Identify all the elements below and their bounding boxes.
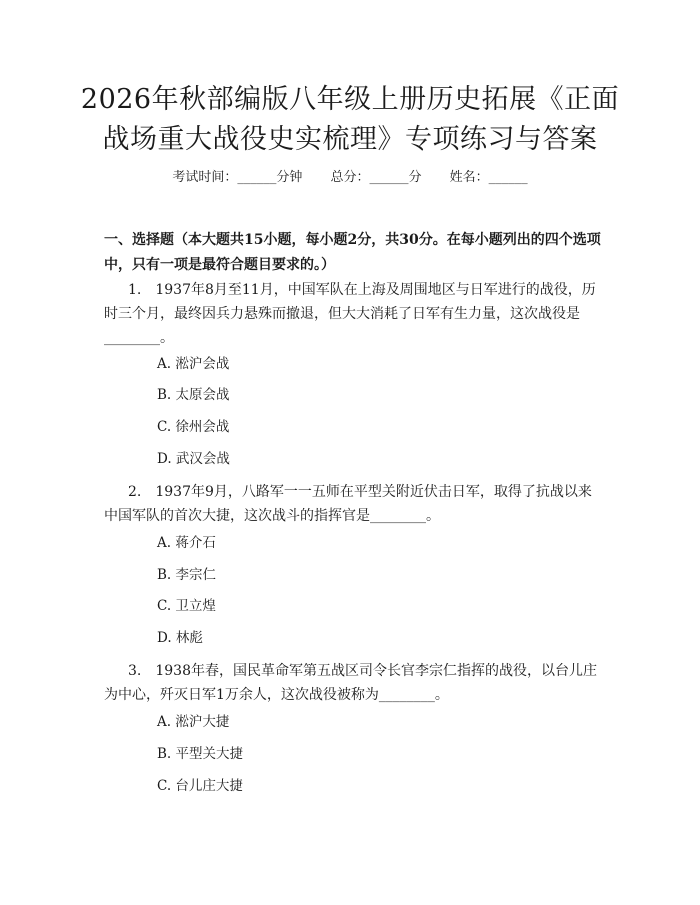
question-option: D. 武汉会战 [157,451,230,467]
question-option: C. 徐州会战 [157,419,230,435]
question-option: B. 李宗仁 [157,567,217,583]
question-option: A. 淞沪会战 [157,356,230,372]
question-option: A. 淞沪大捷 [157,714,230,730]
question-stem: 2. 1937年9月，八路军一一五师在平型关附近伏击日军，取得了抗战以来中国军队的首次大捷，这次战斗的指挥官是________。 [104,484,592,524]
student-name-field: 姓名：______ [449,170,528,185]
question-option: C. 台儿庄大捷 [157,778,243,794]
question-option: A. 蒋介石 [157,535,216,551]
title-line-1: 2026年秋部编版八年级上册历史拓展《正面 [80,84,620,115]
question-option: C. 卫立煌 [157,598,216,614]
total-score-field: 总分：______分 [330,170,422,185]
exam-time-field: 考试时间：______分钟 [172,170,303,185]
question-stem: 1. 1937年8月至11月，中国军队在上海及周围地区与日军进行的战役，历时三个月，最终因兵力悬殊而撤退，但大大消耗了日军有生力量，这次战役是________。 [104,282,596,346]
exam-info-row [0,168,700,188]
section-heading: 一、选择题（本大题共15小题，每小题2分，共30分。在每小题列出的四个选项中，只有一项是最符合题目要求的。） [104,232,601,273]
question-option: B. 平型关大捷 [157,746,244,762]
question-stem: 3. 1938年春，国民革命军第五战区司令长官李宗仁指挥的战役，以台儿庄为中心，歼灭日军1万余人，这次战役被称为________。 [104,663,597,703]
title-line-2: 战场重大战役史实梳理》专项练习与答案 [102,124,598,155]
document-title [60,80,640,160]
question-option: B. 太原会战 [157,387,230,403]
question-option: D. 林彪 [157,630,203,646]
